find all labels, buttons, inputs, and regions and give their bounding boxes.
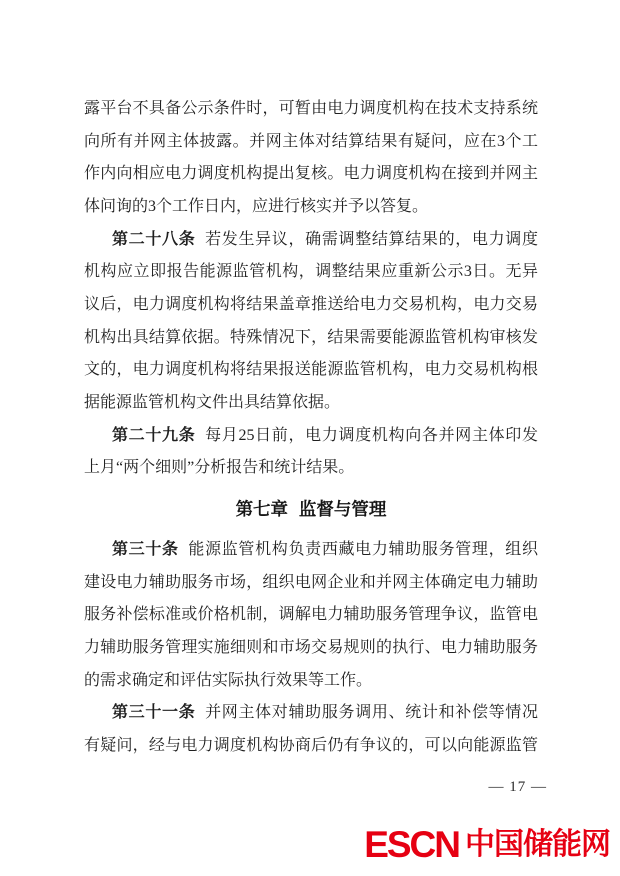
logo-text-zh: 中国储能网 <box>465 827 610 861</box>
article-number: 第二十九条 <box>112 426 196 444</box>
text-line: 有疑问，经与电力调度机构协商后仍有争议的，可以向能源监管 <box>84 736 538 754</box>
page-body-text <box>84 93 538 762</box>
text-line: 作内向相应电力调度机构提出复核。电力调度机构在接到并网主 <box>84 165 538 183</box>
chapter-heading: 第七章 监督与管理 <box>235 498 387 519</box>
text-line: 第三十一条 并网主体对辅助服务调用、统计和补偿等情况 <box>112 704 538 722</box>
article-number: 第二十八条 <box>112 230 196 248</box>
text-line: 第二十八条 若发生异议，确需调整结算结果的，电力调度 <box>112 230 538 248</box>
text-line: 体问询的3个工作日内，应进行核实并予以答复。 <box>84 197 429 215</box>
text-line: 服务补偿标准或价格机制，调解电力辅助服务管理争议，监管电 <box>84 606 538 624</box>
text-line: 据能源监管机构文件出具结算依据。 <box>84 393 341 411</box>
text-line: 上月“两个细则”分析报告和统计结果。 <box>84 459 355 477</box>
text-line: 第二十九条 每月25日前，电力调度机构向各并网主体印发 <box>112 426 538 444</box>
text-line: 的需求确定和评估实际执行效果等工作。 <box>84 671 373 689</box>
text-line: 向所有并网主体披露。并网主体对结算结果有疑问，应在3个工 <box>84 132 538 150</box>
text-line: 力辅助服务管理实施细则和市场交易规则的执行、电力辅助服务 <box>84 638 538 656</box>
text-line: 露平台不具备公示条件时，可暂由电力调度机构在技术支持系统 <box>84 100 538 117</box>
text-line: 机构出具结算依据。特殊情况下，结果需要能源监管机构审核发 <box>84 328 538 346</box>
text-line: 文的，电力调度机构将结果报送能源监管机构，电力交易机构根 <box>84 361 538 379</box>
page-number: — 17 — <box>488 779 547 795</box>
article-number: 第三十条 <box>112 540 179 558</box>
text-line: 第三十条 能源监管机构负责西藏电力辅助服务管理，组织 <box>112 540 538 558</box>
logo-text-en: ESCN <box>364 824 459 865</box>
text-line: 机构应立即报告能源监管机构，调整结果应重新公示3日。无异 <box>84 263 538 281</box>
escn-logo <box>364 826 610 863</box>
text-line: 议后，电力调度机构将结果盖章推送给电力交易机构，电力交易 <box>84 295 538 313</box>
text-line: 建设电力辅助服务市场，组织电网企业和并网主体确定电力辅助 <box>84 573 538 591</box>
article-number: 第三十一条 <box>112 704 196 722</box>
